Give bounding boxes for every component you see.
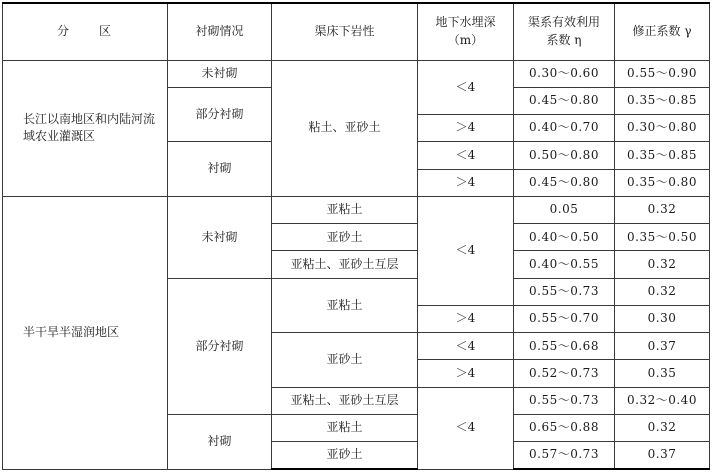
lining-cell: 未衬砌 [168,196,272,278]
rock-cell: 亚砂土 [272,333,418,388]
lining-cell: 衬砌 [168,414,272,469]
eta-cell: 0.40～0.55 [514,251,615,278]
zone-cell: 半干旱半湿润地区 [3,196,168,469]
header-zone: 分 区 [3,3,168,60]
depth-cell: ＜4 [418,387,514,469]
gamma-cell: 0.35～0.85 [615,142,710,169]
eta-cell: 0.45～0.80 [514,87,615,114]
rock-cell: 亚砂土 [272,442,418,469]
rock-cell: 亚砂土 [272,224,418,251]
gamma-cell: 0.32～0.40 [615,387,710,414]
rock-cell: 亚粘土 [272,278,418,333]
gamma-cell: 0.32 [615,414,710,441]
zone-cell: 长江以南地区和内陆河流域农业灌溉区 [3,60,168,196]
irrigation-coefficient-table [2,2,710,470]
gamma-cell: 0.32 [615,196,710,223]
lining-cell: 部分衬砌 [168,87,272,142]
rock-cell: 粘土、亚砂土 [272,60,418,196]
depth-cell: ＞4 [418,115,514,142]
rock-cell: 亚粘土 [272,196,418,223]
eta-cell: 0.55～0.73 [514,387,615,414]
gamma-cell: 0.35 [615,360,710,387]
depth-cell: ＜4 [418,60,514,115]
lining-cell: 部分衬砌 [168,278,272,414]
lining-cell: 衬砌 [168,142,272,197]
eta-cell: 0.55～0.73 [514,278,615,305]
gamma-cell: 0.37 [615,333,710,360]
eta-cell: 0.05 [514,196,615,223]
gamma-cell: 0.35～0.80 [615,169,710,196]
rock-cell: 亚粘土、亚砂土互层 [272,387,418,414]
eta-cell: 0.65～0.88 [514,414,615,441]
table-row [3,60,710,87]
depth-cell: ＞4 [418,169,514,196]
gamma-cell: 0.32 [615,251,710,278]
header-row [3,3,710,60]
depth-cell: ＜4 [418,333,514,360]
gamma-cell: 0.37 [615,442,710,469]
gamma-cell: 0.35～0.85 [615,87,710,114]
eta-cell: 0.40～0.50 [514,224,615,251]
lining-cell: 未衬砌 [168,60,272,87]
gamma-cell: 0.30～0.80 [615,115,710,142]
depth-cell: ＞4 [418,360,514,387]
eta-cell: 0.57～0.73 [514,442,615,469]
eta-cell: 0.30～0.60 [514,60,615,87]
rock-cell: 亚粘土 [272,414,418,441]
gamma-cell: 0.55～0.90 [615,60,710,87]
eta-cell: 0.55～0.70 [514,305,615,332]
header-lining: 衬砌情况 [168,3,272,60]
gamma-cell: 0.32 [615,278,710,305]
eta-cell: 0.45～0.80 [514,169,615,196]
header-rock: 渠床下岩性 [272,3,418,60]
rock-cell: 亚粘土、亚砂土互层 [272,251,418,278]
depth-cell: ＞4 [418,305,514,332]
header-depth: 地下水埋深 （m） [418,3,514,60]
header-eta: 渠系有效利用 系数 η [514,3,615,60]
header-gamma: 修正系数 γ [615,3,710,60]
eta-cell: 0.50～0.80 [514,142,615,169]
table-row [3,196,710,223]
eta-cell: 0.52～0.73 [514,360,615,387]
gamma-cell: 0.30 [615,305,710,332]
eta-cell: 0.40～0.70 [514,115,615,142]
depth-cell: ＜4 [418,142,514,169]
depth-cell: ＜4 [418,196,514,305]
eta-cell: 0.55～0.68 [514,333,615,360]
gamma-cell: 0.35～0.50 [615,224,710,251]
